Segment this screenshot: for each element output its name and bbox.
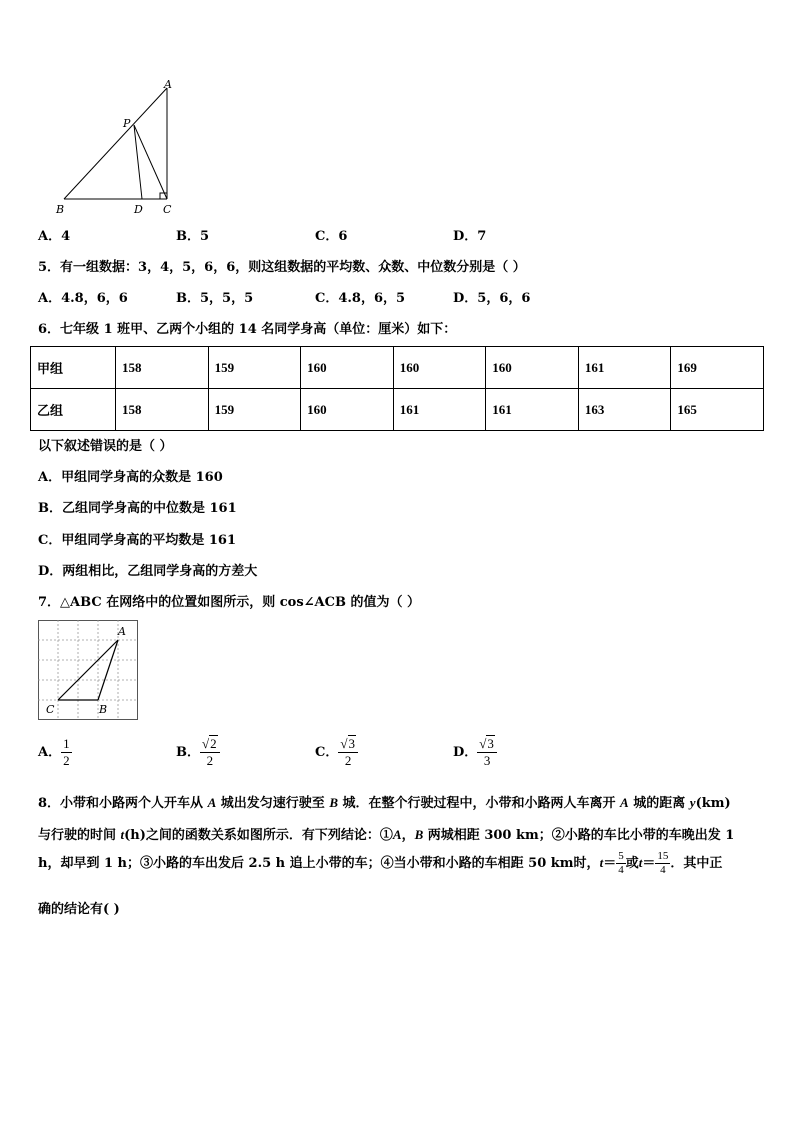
q4-option-c[interactable]: C．6 — [315, 229, 348, 244]
q7-option-c[interactable] — [315, 736, 358, 769]
table-cell: 160 — [486, 347, 579, 389]
option-letter: C． — [315, 745, 339, 760]
numerator: 15 — [657, 850, 669, 862]
q6-option-b[interactable]: B．乙组同学身高的中位数是 161 — [38, 501, 237, 516]
var-y: y — [689, 795, 696, 810]
table-cell: 160 — [393, 347, 486, 389]
q6-prompt: 以下叙述错误的是（ ） — [38, 439, 173, 454]
q8-line-4 — [38, 898, 120, 917]
table-cell: 163 — [578, 389, 671, 431]
q5-option-a[interactable]: A．4.8，6，6 — [38, 291, 128, 306]
table-cell: 158 — [116, 347, 209, 389]
label-C: C — [46, 703, 55, 716]
grid-figure-q7 — [38, 620, 140, 722]
radicand: 3 — [348, 736, 355, 751]
sqrt-icon: √3 — [340, 736, 355, 751]
table-cell: 158 — [116, 389, 209, 431]
table-cell: 159 — [208, 389, 301, 431]
label-B: B — [56, 203, 65, 216]
text: 与行驶的时间 — [38, 828, 121, 843]
q8-line-3 — [38, 850, 722, 877]
fraction — [616, 850, 626, 877]
text: 8．小带和小路两个人开车从 — [38, 796, 208, 811]
q6-option-c[interactable]: C．甲组同学身高的平均数是 161 — [38, 533, 237, 548]
segment-BA — [98, 640, 118, 700]
table-cell: 165 — [671, 389, 764, 431]
q5-option-b[interactable]: B．5，5，5 — [176, 291, 254, 306]
table-cell: 159 — [208, 347, 301, 389]
q5-option-c[interactable]: C．4.8，6，5 — [315, 291, 406, 306]
q8-line-1 — [38, 792, 731, 811]
label-A: A — [164, 78, 172, 91]
label-A: A — [118, 625, 126, 638]
q6-option-d[interactable]: D．两组相比，乙组同学身高的方差大 — [38, 564, 258, 579]
label-P: P — [123, 117, 131, 130]
q7-option-d[interactable] — [453, 736, 497, 769]
text: h，却早到 1 h；③小路的车出发后 2.5 h 追上小带的车；④当小带和小路的车相距 50 km时， — [38, 856, 600, 871]
segment-PC — [134, 125, 167, 199]
table-row-group-2 — [31, 389, 764, 431]
q4-option-b[interactable]: B．5 — [176, 229, 210, 244]
table-cell: 161 — [578, 347, 671, 389]
denominator: 2 — [63, 753, 70, 768]
fraction — [477, 736, 497, 769]
triangle-figure-q4 — [50, 75, 185, 220]
group-name: 乙组 — [31, 389, 116, 431]
denominator: 2 — [200, 752, 220, 769]
denominator: 4 — [618, 864, 624, 876]
q7-option-a[interactable] — [38, 736, 72, 769]
fraction — [655, 850, 670, 877]
table-row-group-1 — [31, 347, 764, 389]
var-A: A — [207, 795, 217, 810]
fraction — [338, 736, 358, 769]
sqrt-icon: √2 — [202, 736, 217, 751]
option-letter: D． — [453, 745, 478, 760]
table-cell: 169 — [671, 347, 764, 389]
var-B: B — [329, 795, 338, 810]
fraction — [200, 736, 220, 769]
segment-AB — [64, 88, 167, 199]
q8-line-2 — [38, 824, 734, 843]
q5-stem: 5．有一组数据：3，4，5，6，6，则这组数据的平均数、众数、中位数分别是（ ） — [38, 260, 526, 275]
var-A: A — [620, 795, 629, 810]
q4-option-d[interactable]: D．7 — [453, 229, 487, 244]
var-t: t — [599, 855, 604, 870]
label-C: C — [163, 203, 172, 216]
height-table — [30, 346, 764, 431]
segment-PD — [134, 125, 142, 199]
var-t: t — [638, 855, 643, 870]
text: 两城相距 300 km；②小路的车比小带的车晚出发 1 — [423, 828, 735, 843]
table-cell: 160 — [301, 389, 394, 431]
q4-option-a[interactable]: A．4 — [38, 229, 71, 244]
text: 或 — [625, 856, 639, 871]
q5-option-d[interactable]: D．5，6，6 — [453, 291, 531, 306]
numerator: 5 — [618, 850, 624, 862]
text: 城的距离 — [628, 796, 690, 811]
table-cell: 161 — [393, 389, 486, 431]
segment-CA — [58, 640, 118, 700]
label-D: D — [134, 203, 143, 216]
option-letter: A． — [38, 745, 62, 760]
var-B: B — [414, 827, 424, 842]
fraction — [61, 736, 72, 769]
table-cell: 160 — [301, 347, 394, 389]
table-cell: 161 — [486, 389, 579, 431]
denominator: 4 — [655, 863, 670, 877]
q7-stem: 7．△ABC 在网络中的位置如图所示，则 cos∠ACB 的值为（ ） — [38, 595, 421, 610]
radicand: 3 — [487, 736, 494, 751]
q7-option-b[interactable] — [176, 736, 220, 769]
text: ， — [401, 828, 415, 843]
option-letter: B． — [176, 745, 200, 760]
var-A: A — [392, 827, 402, 842]
denominator: 3 — [477, 752, 497, 769]
denominator: 2 — [338, 752, 358, 769]
label-B: B — [99, 703, 108, 716]
text: ＝ — [603, 856, 617, 871]
group-name: 甲组 — [31, 347, 116, 389]
text: 城．在整个行驶过程中，小带和小路两人车离开 — [337, 796, 621, 811]
text: 城出发匀速行驶至 — [216, 796, 330, 811]
sqrt-icon: √3 — [479, 736, 494, 751]
text: ．其中正 — [670, 856, 723, 871]
numerator: 1 — [63, 736, 70, 751]
text: 确的结论有( ) — [38, 902, 120, 917]
text: (h)之间的函数关系如图所示．有下列结论：① — [124, 828, 393, 843]
text: ＝ — [642, 856, 656, 871]
var-t: t — [120, 827, 125, 842]
q6-option-a[interactable]: A．甲组同学身高的众数是 160 — [38, 470, 223, 485]
radicand: 2 — [210, 736, 217, 751]
q6-stem: 6．七年级 1 班甲、乙两个小组的 14 名同学身高（单位：厘米）如下： — [38, 322, 457, 337]
text: (km) — [695, 796, 731, 811]
